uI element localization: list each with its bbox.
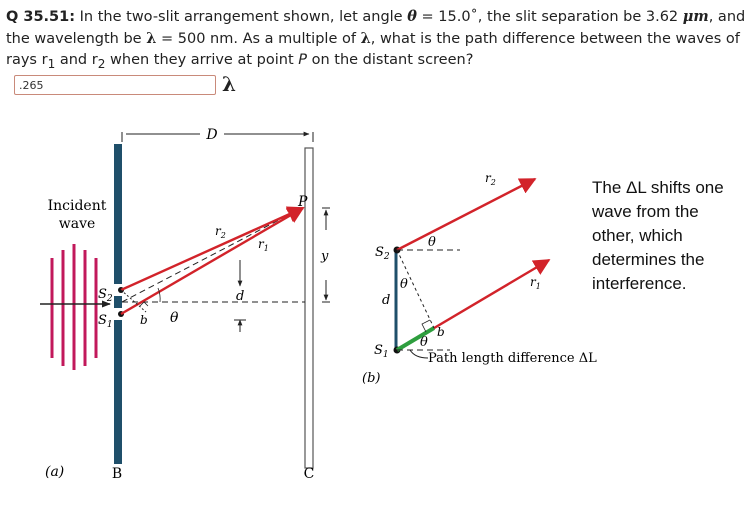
subscript: 1 xyxy=(47,56,56,71)
question-part: and r xyxy=(59,52,98,68)
s2-label: $S_2$ xyxy=(98,287,113,304)
explanation-note: The ΔL shifts one wave from the other, which determines the interference. xyxy=(592,178,724,293)
ray-r2-b xyxy=(397,179,535,250)
question-text xyxy=(6,6,746,75)
ray-r1 xyxy=(121,208,303,314)
two-slit-figure xyxy=(0,110,751,500)
question-part: = 15.0˚, the slit separation be 3.62 xyxy=(421,9,679,25)
theta-label-b1: θ xyxy=(428,235,436,250)
y-label: y xyxy=(321,249,329,264)
distance-d-label: D xyxy=(206,127,218,143)
theta-label-b3: θ xyxy=(420,335,428,350)
answer-input[interactable] xyxy=(14,75,216,95)
answer-unit: λ xyxy=(222,72,237,96)
d-label-b: d xyxy=(382,293,391,308)
b-label: B xyxy=(111,466,123,482)
lambda-symbol: λ xyxy=(360,30,371,47)
point-p-label: P xyxy=(298,194,308,210)
d-label-a: d xyxy=(236,289,245,304)
path-difference-segment xyxy=(397,328,434,350)
r1-label-a: $r_1$ xyxy=(258,237,269,253)
axis-to-p xyxy=(122,210,298,302)
c-label: C xyxy=(303,466,315,482)
r2-label-b: $r_2$ xyxy=(485,171,496,187)
s2-label-b: $S_2$ xyxy=(375,245,390,262)
question-number: Q 35.51: xyxy=(6,9,76,25)
question-part: when they arrive at point xyxy=(110,52,294,68)
r1-label-b: $r_1$ xyxy=(530,275,541,291)
lambda-symbol: λ xyxy=(146,30,157,47)
theta-symbol: θ xyxy=(407,8,417,25)
wave-label: wave xyxy=(58,216,96,232)
incident-label: Incident xyxy=(47,198,107,214)
caption-b: (b) xyxy=(362,371,381,386)
question-part: , and the wavelength be xyxy=(6,9,746,47)
s1-label-b: $S_1$ xyxy=(374,343,389,360)
question-part: on the distant screen? xyxy=(311,52,474,68)
theta-label-b2: θ xyxy=(400,277,408,292)
barrier-b xyxy=(114,144,122,464)
theta-label-a: θ xyxy=(170,310,179,326)
point-label: P xyxy=(298,52,307,68)
incident-wavefronts xyxy=(52,244,96,370)
b-label-b: b xyxy=(437,325,445,339)
ray-r2 xyxy=(121,208,303,290)
question-part: = 500 nm. As a multiple of xyxy=(161,31,356,47)
s1-label: $S_1$ xyxy=(98,313,113,330)
micrometer-unit: μm xyxy=(682,8,709,25)
r2-label-a: $r_2$ xyxy=(215,224,226,240)
question-part: In the two-slit arrangement shown, let angle xyxy=(79,9,403,25)
question-part: , what is the path difference between the waves of rays r xyxy=(6,31,740,68)
path-difference-label: Path length difference ΔL xyxy=(428,351,597,366)
caption-a: (a) xyxy=(45,464,65,480)
subscript: 2 xyxy=(97,56,106,71)
b-segment-label: b xyxy=(140,313,148,327)
